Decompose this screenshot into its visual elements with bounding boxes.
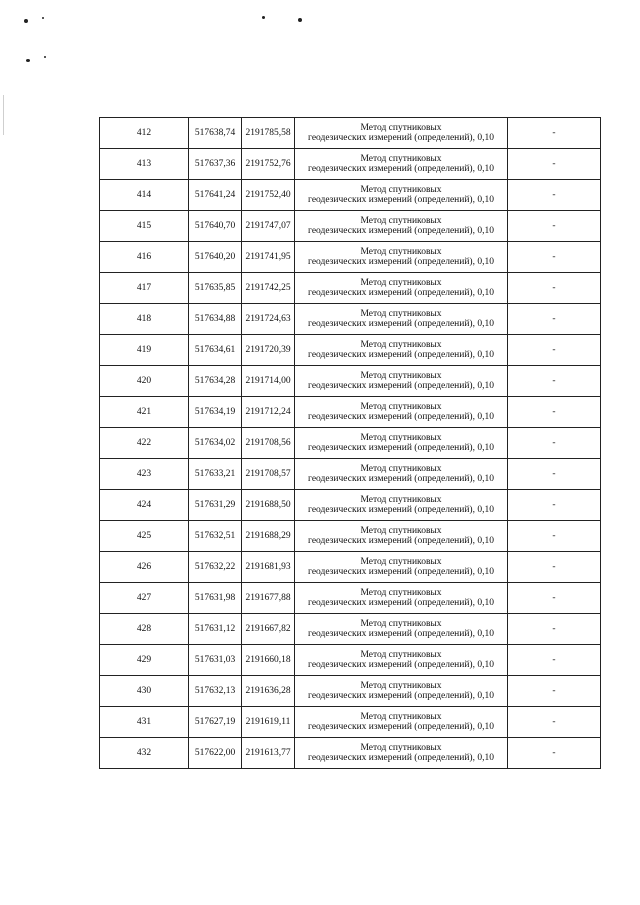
extra-cell: - (508, 583, 601, 614)
method-line-2: геодезических измерений (определений), 0,10 (308, 350, 494, 360)
extra-cell: - (508, 645, 601, 676)
table-row (100, 614, 601, 645)
table-row (100, 335, 601, 366)
point-number: 420 (100, 366, 189, 397)
table-row (100, 366, 601, 397)
point-number: 426 (100, 552, 189, 583)
table-row (100, 459, 601, 490)
table-row (100, 304, 601, 335)
method-line-2: геодезических измерений (определений), 0,10 (308, 598, 494, 608)
method-line-1: Метод спутниковых (360, 742, 442, 753)
method-line-1: Метод спутниковых (360, 277, 442, 288)
point-number: 421 (100, 397, 189, 428)
coordinate-x: 517637,36 (189, 149, 242, 180)
point-number: 423 (100, 459, 189, 490)
method-line-1: Метод спутниковых (360, 432, 442, 443)
coordinate-y: 2191667,82 (242, 614, 295, 645)
point-number: 424 (100, 490, 189, 521)
method-cell (295, 521, 508, 552)
method-cell (295, 614, 508, 645)
method-line-1: Метод спутниковых (360, 370, 442, 381)
scan-speck (298, 18, 302, 22)
scan-speck (42, 17, 44, 19)
point-number: 416 (100, 242, 189, 273)
table-row (100, 583, 601, 614)
extra-cell: - (508, 521, 601, 552)
method-line-1: Метод спутниковых (360, 215, 442, 226)
point-number: 430 (100, 676, 189, 707)
extra-cell: - (508, 180, 601, 211)
table-row (100, 273, 601, 304)
table-row (100, 707, 601, 738)
coordinate-x: 517631,29 (189, 490, 242, 521)
method-cell (295, 738, 508, 769)
table-row (100, 676, 601, 707)
method-line-2: геодезических измерений (определений), 0,10 (308, 474, 494, 484)
coordinate-y: 2191714,00 (242, 366, 295, 397)
extra-cell: - (508, 211, 601, 242)
coordinate-x: 517640,70 (189, 211, 242, 242)
method-cell (295, 366, 508, 397)
method-line-1: Метод спутниковых (360, 618, 442, 629)
point-number: 413 (100, 149, 189, 180)
coordinate-x: 517631,12 (189, 614, 242, 645)
coordinates-table-body (100, 118, 601, 769)
method-line-2: геодезических измерений (определений), 0,10 (308, 412, 494, 422)
method-line-1: Метод спутниковых (360, 494, 442, 505)
coordinate-y: 2191785,58 (242, 118, 295, 149)
method-line-2: геодезических измерений (определений), 0,10 (308, 536, 494, 546)
method-line-2: геодезических измерений (определений), 0,10 (308, 319, 494, 329)
method-cell (295, 490, 508, 521)
table-row (100, 490, 601, 521)
extra-cell: - (508, 304, 601, 335)
coordinate-y: 2191688,29 (242, 521, 295, 552)
point-number: 415 (100, 211, 189, 242)
coordinate-x: 517640,20 (189, 242, 242, 273)
method-line-1: Метод спутниковых (360, 649, 442, 660)
method-cell (295, 242, 508, 273)
method-line-2: геодезических измерений (определений), 0,10 (308, 288, 494, 298)
coordinate-x: 517634,28 (189, 366, 242, 397)
table-row (100, 211, 601, 242)
method-line-2: геодезических измерений (определений), 0,10 (308, 195, 494, 205)
coordinate-y: 2191752,76 (242, 149, 295, 180)
coordinate-x: 517627,19 (189, 707, 242, 738)
table-row (100, 521, 601, 552)
coordinate-y: 2191619,11 (242, 707, 295, 738)
table-row (100, 397, 601, 428)
coordinate-x: 517634,88 (189, 304, 242, 335)
scan-speck (26, 59, 30, 62)
method-line-1: Метод спутниковых (360, 680, 442, 691)
method-cell (295, 211, 508, 242)
extra-cell: - (508, 335, 601, 366)
coordinate-y: 2191660,18 (242, 645, 295, 676)
method-cell (295, 583, 508, 614)
method-cell (295, 180, 508, 211)
method-cell (295, 707, 508, 738)
method-cell (295, 273, 508, 304)
coordinate-y: 2191613,77 (242, 738, 295, 769)
coordinate-x: 517631,03 (189, 645, 242, 676)
method-line-1: Метод спутниковых (360, 525, 442, 536)
method-line-2: геодезических измерений (определений), 0,10 (308, 722, 494, 732)
point-number: 428 (100, 614, 189, 645)
coordinate-y: 2191720,39 (242, 335, 295, 366)
coordinate-y: 2191742,25 (242, 273, 295, 304)
coordinate-y: 2191741,95 (242, 242, 295, 273)
method-line-2: геодезических измерений (определений), 0,10 (308, 753, 494, 763)
method-line-2: геодезических измерений (определений), 0,10 (308, 567, 494, 577)
extra-cell: - (508, 366, 601, 397)
extra-cell: - (508, 397, 601, 428)
scan-edge-line (3, 95, 4, 135)
method-line-1: Метод спутниковых (360, 556, 442, 567)
extra-cell: - (508, 428, 601, 459)
table-row (100, 738, 601, 769)
coordinate-y: 2191712,24 (242, 397, 295, 428)
method-cell (295, 428, 508, 459)
coordinate-y: 2191708,57 (242, 459, 295, 490)
coordinate-x: 517632,51 (189, 521, 242, 552)
extra-cell: - (508, 490, 601, 521)
coordinate-x: 517631,98 (189, 583, 242, 614)
method-line-1: Метод спутниковых (360, 246, 442, 257)
extra-cell: - (508, 242, 601, 273)
method-line-2: геодезических измерений (определений), 0,10 (308, 381, 494, 391)
coordinate-y: 2191681,93 (242, 552, 295, 583)
scan-speck (44, 56, 46, 58)
method-line-1: Метод спутниковых (360, 153, 442, 164)
method-line-2: геодезических измерений (определений), 0,10 (308, 226, 494, 236)
point-number: 425 (100, 521, 189, 552)
method-cell (295, 397, 508, 428)
extra-cell: - (508, 738, 601, 769)
method-line-1: Метод спутниковых (360, 339, 442, 350)
method-cell (295, 459, 508, 490)
extra-cell: - (508, 149, 601, 180)
extra-cell: - (508, 676, 601, 707)
coordinate-x: 517634,02 (189, 428, 242, 459)
point-number: 419 (100, 335, 189, 366)
point-number: 429 (100, 645, 189, 676)
method-line-1: Метод спутниковых (360, 401, 442, 412)
table-row (100, 149, 601, 180)
point-number: 431 (100, 707, 189, 738)
method-line-1: Метод спутниковых (360, 463, 442, 474)
scan-speck (24, 19, 28, 23)
coordinate-x: 517634,19 (189, 397, 242, 428)
method-cell (295, 335, 508, 366)
coordinate-x: 517635,85 (189, 273, 242, 304)
method-line-2: геодезических измерений (определений), 0,10 (308, 660, 494, 670)
coordinate-y: 2191708,56 (242, 428, 295, 459)
method-cell (295, 552, 508, 583)
scan-speck (262, 16, 265, 19)
coordinate-x: 517638,74 (189, 118, 242, 149)
extra-cell: - (508, 273, 601, 304)
coordinate-y: 2191688,50 (242, 490, 295, 521)
method-cell (295, 645, 508, 676)
method-line-1: Метод спутниковых (360, 711, 442, 722)
point-number: 422 (100, 428, 189, 459)
coordinate-x: 517622,00 (189, 738, 242, 769)
method-line-1: Метод спутниковых (360, 587, 442, 598)
extra-cell: - (508, 118, 601, 149)
method-line-2: геодезических измерений (определений), 0,10 (308, 443, 494, 453)
point-number: 418 (100, 304, 189, 335)
method-line-2: геодезических измерений (определений), 0,10 (308, 505, 494, 515)
table-row (100, 242, 601, 273)
point-number: 432 (100, 738, 189, 769)
coordinate-y: 2191677,88 (242, 583, 295, 614)
coordinate-x: 517632,22 (189, 552, 242, 583)
coordinate-y: 2191724,63 (242, 304, 295, 335)
coordinate-x: 517634,61 (189, 335, 242, 366)
table-row (100, 180, 601, 211)
method-line-1: Метод спутниковых (360, 308, 442, 319)
coordinates-table (99, 117, 601, 769)
method-line-1: Метод спутниковых (360, 184, 442, 195)
extra-cell: - (508, 552, 601, 583)
method-line-2: геодезических измерений (определений), 0,10 (308, 133, 494, 143)
coordinate-x: 517633,21 (189, 459, 242, 490)
method-line-2: геодезических измерений (определений), 0,10 (308, 629, 494, 639)
method-line-2: геодезических измерений (определений), 0,10 (308, 691, 494, 701)
table-row (100, 552, 601, 583)
coordinate-y: 2191747,07 (242, 211, 295, 242)
method-line-2: геодезических измерений (определений), 0,10 (308, 257, 494, 267)
method-cell (295, 149, 508, 180)
method-cell (295, 676, 508, 707)
point-number: 412 (100, 118, 189, 149)
table-row (100, 645, 601, 676)
coordinate-y: 2191636,28 (242, 676, 295, 707)
method-line-1: Метод спутниковых (360, 122, 442, 133)
coordinate-x: 517632,13 (189, 676, 242, 707)
method-line-2: геодезических измерений (определений), 0,10 (308, 164, 494, 174)
method-cell (295, 304, 508, 335)
extra-cell: - (508, 614, 601, 645)
table-row (100, 428, 601, 459)
point-number: 414 (100, 180, 189, 211)
coordinate-y: 2191752,40 (242, 180, 295, 211)
point-number: 417 (100, 273, 189, 304)
point-number: 427 (100, 583, 189, 614)
method-cell (295, 118, 508, 149)
coordinate-x: 517641,24 (189, 180, 242, 211)
extra-cell: - (508, 459, 601, 490)
table-row (100, 118, 601, 149)
extra-cell: - (508, 707, 601, 738)
